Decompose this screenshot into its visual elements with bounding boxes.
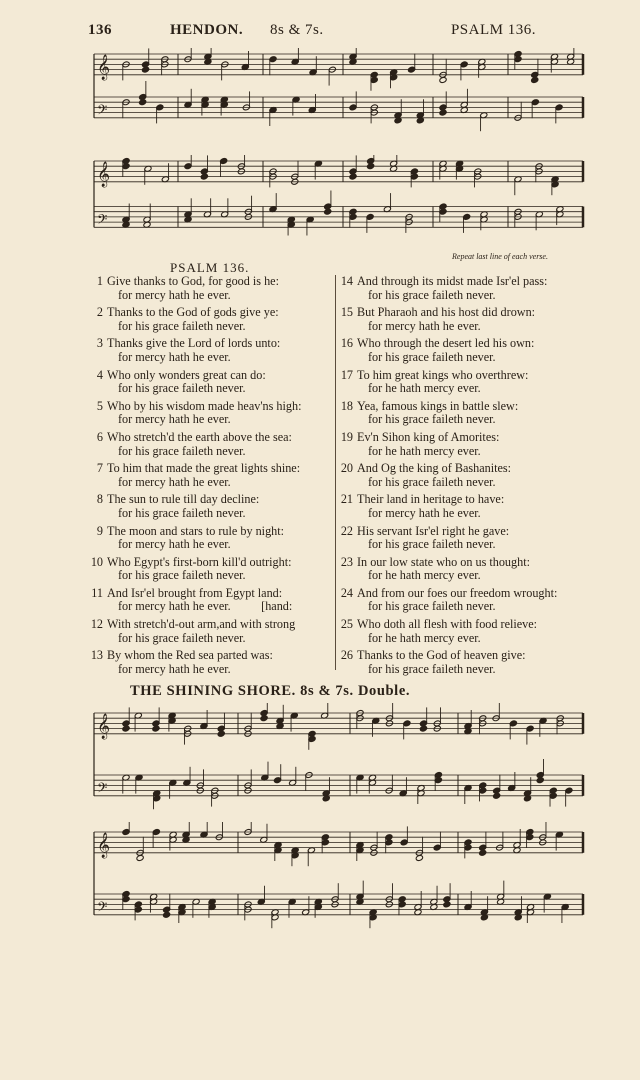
verse-number: 18 <box>340 398 353 413</box>
verse-number: 6 <box>96 429 103 444</box>
verse <box>88 431 338 458</box>
page-number: 136 <box>88 22 112 38</box>
verse-refrain: for he hath mercy ever. <box>368 443 481 458</box>
verse-number: 20 <box>340 461 353 476</box>
staff <box>94 48 583 91</box>
verse-line: But Pharaoh and his host did drown: <box>357 305 536 320</box>
verse-number: 24 <box>340 585 353 600</box>
verse-line: Thanks to the God of heaven give: <box>357 648 526 663</box>
page-header <box>88 22 536 44</box>
note-head <box>531 77 539 84</box>
verse-line: To him great kings who overthrew: <box>357 367 529 382</box>
treble-clef-icon: 𝄞 <box>97 54 111 80</box>
verse-refrain: for he hath mercy ever. <box>368 630 481 645</box>
verse-number: 4 <box>96 367 103 382</box>
verse-refrain: for his grace faileth never. <box>118 630 246 645</box>
note-head <box>260 715 268 722</box>
verse <box>88 618 338 645</box>
verse-number: 23 <box>340 554 353 569</box>
verse <box>338 369 593 396</box>
verses-left-column <box>88 275 338 680</box>
verse-refrain: for his grace faileth never. <box>118 443 246 458</box>
verse-line: In our low state who on us thought: <box>357 554 530 569</box>
note-head <box>415 855 423 862</box>
note-head <box>122 725 130 732</box>
verse <box>88 275 338 302</box>
note-head <box>493 792 501 799</box>
verse-refrain: for his grace faileth never. <box>368 412 496 427</box>
verse-line: Thanks to the God of gods give ye: <box>107 305 279 320</box>
note-head <box>200 173 208 180</box>
verse-refrain: for mercy hath he ever. <box>118 349 231 364</box>
verse-line: And from our foes our freedom wrought: <box>357 585 558 600</box>
tune-name: HENDON. <box>170 22 244 38</box>
verse-number: 12 <box>90 617 103 632</box>
verse-refrain: for his grace faileth never. <box>368 287 496 302</box>
verse-line: To him that made the great lights shine: <box>107 461 301 476</box>
bass-clef-icon: 𝄢 <box>97 211 108 231</box>
verse-refrain: for mercy hath he ever. <box>118 661 231 676</box>
second-tune-name: THE SHINING SHORE. <box>130 683 296 699</box>
verse <box>88 400 338 427</box>
verse <box>338 587 593 614</box>
verse-number: 1 <box>96 274 103 288</box>
verse-number: 17 <box>340 367 353 382</box>
note-head <box>139 99 147 106</box>
verse-number: 16 <box>340 336 353 351</box>
verse-line: By whom the Red sea parted was: <box>107 648 273 663</box>
verse-line: Who doth all flesh with food relieve: <box>357 617 538 632</box>
verse <box>338 400 593 427</box>
verse <box>88 649 338 676</box>
music-score <box>88 822 588 942</box>
verse <box>88 369 338 396</box>
verse-number: 25 <box>340 617 353 632</box>
verse-line: Who stretch'd the earth above the sea: <box>107 429 292 444</box>
bass-clef-icon: 𝄢 <box>97 779 108 799</box>
verse-number: 15 <box>340 305 353 320</box>
note-head <box>163 911 171 918</box>
verse-line: His servant Isr'el right he gave: <box>357 523 510 538</box>
verse <box>338 337 593 364</box>
verse <box>338 556 593 583</box>
verse <box>338 306 593 333</box>
music-system-hendon-2 <box>88 155 588 250</box>
note-head <box>152 725 160 732</box>
verse-number: 11 <box>91 585 103 600</box>
column-divider <box>335 275 336 670</box>
verse-line: The moon and stars to rule by night: <box>107 523 285 538</box>
music-system-shining-2 <box>88 822 588 942</box>
verse-refrain: for mercy hath he ever. <box>118 474 231 489</box>
verse-number: 22 <box>340 523 353 538</box>
verse-refrain: for his grace faileth never. <box>118 318 246 333</box>
repeat-instruction: Repeat last line of each verse. <box>452 252 548 261</box>
verse-refrain: for he hath mercy ever. <box>368 381 481 396</box>
bass-clef-icon: 𝄢 <box>97 898 108 918</box>
verse <box>338 493 593 520</box>
verse <box>88 587 338 614</box>
verse-refrain: for mercy hath he ever. <box>118 537 231 552</box>
verse-number: 7 <box>96 461 103 476</box>
verse-line: The sun to rule till day decline: <box>107 492 260 507</box>
bass-clef-icon: 𝄢 <box>97 101 108 121</box>
verse-number: 13 <box>90 648 103 663</box>
note-head <box>217 730 225 737</box>
note-head <box>349 173 357 180</box>
verse-refrain: for his grace faileth never. <box>118 381 246 396</box>
staff <box>94 191 583 236</box>
verse-number: 5 <box>96 398 103 413</box>
music-system-shining-1 <box>88 703 588 823</box>
note-head <box>439 77 447 84</box>
verse <box>88 462 338 489</box>
verse-refrain: for mercy hath he ever. <box>118 412 231 427</box>
verse-number: 26 <box>340 648 353 663</box>
note-head <box>142 66 150 73</box>
staff <box>94 881 583 929</box>
verse-refrain: for mercy hath he ever. [hand: <box>118 599 293 614</box>
psalm-reference: PSALM 136. <box>450 22 536 38</box>
verse-number: 10 <box>90 554 103 569</box>
treble-clef-icon: 𝄞 <box>97 832 111 858</box>
verse-refrain: for his grace faileth never. <box>118 505 246 520</box>
note-head <box>324 208 332 215</box>
note-head <box>367 163 375 170</box>
verse-number: 2 <box>96 305 103 320</box>
verse <box>338 618 593 645</box>
note-head <box>443 901 451 908</box>
verse-line: With stretch'd-out arm,and with strong <box>107 617 296 632</box>
verse-number: 21 <box>340 492 353 507</box>
second-tune-form: Double. <box>357 683 411 699</box>
verse-line: Ev'n Sihon king of Amorites: <box>357 429 500 444</box>
verse-number: 19 <box>340 429 353 444</box>
verse-line: Who by his wisdom made heav'ns high: <box>107 398 302 413</box>
verse-line: Give thanks to God, for good is he: <box>107 274 279 288</box>
verse <box>338 275 593 302</box>
verse-line: Yea, famous kings in battle slew: <box>357 398 519 413</box>
verse-number: 8 <box>96 492 103 507</box>
verse <box>88 556 338 583</box>
verse-refrain: for mercy hath he ever. <box>368 505 481 520</box>
verse <box>88 337 338 364</box>
verse <box>338 462 593 489</box>
music-score <box>88 48 588 138</box>
verse <box>88 525 338 552</box>
verse-refrain: for his grace faileth never. <box>368 349 496 364</box>
verse-number: 9 <box>96 523 103 538</box>
verse-refrain: for his grace faileth never. <box>368 537 496 552</box>
note-head <box>136 855 144 862</box>
verse-line: Their land in heritage to have: <box>357 492 505 507</box>
verse <box>88 306 338 333</box>
verse-refrain: for mercy hath he ever. <box>368 318 481 333</box>
verse-refrain: for his grace faileth never. <box>368 599 496 614</box>
music-score <box>88 703 588 823</box>
staff <box>94 759 583 809</box>
verse-line: Who only wonders great can do: <box>107 367 266 382</box>
verse-line: Who through the desert led his own: <box>357 336 535 351</box>
tune-meter: 8s & 7s. <box>270 22 324 38</box>
second-tune-meter: 8s & 7s. <box>300 683 354 699</box>
verse-line: Thanks give the Lord of lords unto: <box>107 336 281 351</box>
treble-clef-icon: 𝄞 <box>97 713 111 739</box>
verse-line: And through its midst made Isr'el pass: <box>357 274 548 288</box>
second-tune-title <box>130 683 410 700</box>
note-head <box>536 777 544 784</box>
verse-line: And Og the king of Bashanites: <box>357 461 512 476</box>
verse <box>338 431 593 458</box>
verse-number: 3 <box>96 336 103 351</box>
staff <box>94 703 583 750</box>
verse-refrain: for mercy hath he ever. <box>118 287 231 302</box>
treble-clef-icon: 𝄞 <box>97 161 111 187</box>
staff <box>94 81 583 131</box>
verse-refrain: for his grace faileth never. <box>118 568 246 583</box>
verse <box>338 649 593 676</box>
verse-number: 14 <box>340 274 353 288</box>
note-head <box>419 725 427 732</box>
verse-refrain: for his grace faileth never. <box>368 474 496 489</box>
verse-line: And Isr'el brought from Egypt land: <box>107 585 283 600</box>
verse-refrain: for he hath mercy ever. <box>368 568 481 583</box>
psalm-title: PSALM 136. <box>170 260 250 275</box>
verse <box>88 493 338 520</box>
verse <box>338 525 593 552</box>
verse-refrain: for his grace faileth never. <box>368 661 496 676</box>
music-score <box>88 155 588 250</box>
music-system-hendon-1 <box>88 48 588 138</box>
note-head <box>479 849 487 856</box>
verses-right-column <box>338 275 593 680</box>
staff <box>94 822 583 866</box>
note-head <box>439 109 447 116</box>
staff <box>94 155 583 195</box>
verse-line: Who Egypt's first-born kill'd outright: <box>107 554 292 569</box>
